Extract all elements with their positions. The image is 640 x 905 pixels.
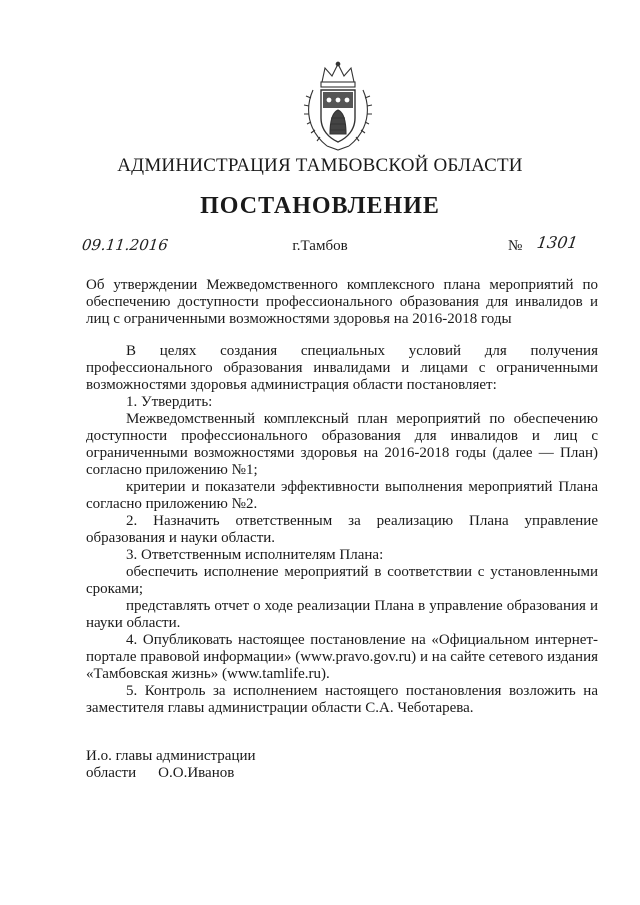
signer-position-cont: области: [86, 765, 137, 781]
signer-name: О.О.Иванов: [158, 765, 235, 781]
body-paragraph: 5. Контроль за исполнением настоящего постановления возложить на заместителя главы администрации области С.А. Чеботарева.: [86, 683, 598, 716]
signer-position: И.о. главы администрации: [86, 748, 256, 764]
document-type-title: ПОСТАНОВЛЕНИЕ: [200, 193, 440, 219]
body-paragraph: обеспечить исполнение мероприятий в соответствии с установленными сроками;: [86, 564, 598, 597]
body-paragraph: представлять отчет о ходе реализации Плана в управление образования и науки области.: [86, 598, 598, 631]
document-body: [86, 343, 598, 717]
body-paragraph: В целях создания специальных условий для получения профессионального образования инвалидами и лицами с ограниченными возможностями здоровья администрация области постановляет:: [86, 343, 598, 393]
document-subject: Об утверждении Межведомственного комплексного плана мероприятий по обеспечению доступности профессионального образования для инвалидов и лиц с ограниченными возможностями здоровья на 2016-2018 годы: [86, 277, 598, 327]
coat-of-arms-emblem: [297, 60, 379, 152]
document-date-handwritten: 09.11.2016: [81, 236, 169, 254]
signature-block: [86, 748, 256, 782]
body-paragraph: 4. Опубликовать настоящее постановление на «Официальном интернет-портале правовой информации» (www.pravo.gov.ru) и на сайте сетевого издания «Тамбовская жизнь» (www.tamlife.ru).: [86, 632, 598, 682]
organization-name: АДМИНИСТРАЦИЯ ТАМБОВСКОЙ ОБЛАСТИ: [117, 155, 523, 176]
document-number-handwritten: 1301: [535, 233, 580, 252]
body-paragraph: 2. Назначить ответственным за реализацию Плана управление образования и науки области.: [86, 513, 598, 546]
body-paragraph: критерии и показатели эффективности выполнения мероприятий Плана согласно приложению №2.: [86, 479, 598, 512]
document-city: г.Тамбов: [292, 238, 348, 254]
body-paragraph: 1. Утвердить:: [126, 394, 213, 410]
document-number-label: №: [508, 238, 523, 254]
body-paragraph: 3. Ответственным исполнителям Плана:: [126, 547, 384, 563]
body-paragraph: Межведомственный комплексный план мероприятий по обеспечению доступности профессионального образования для инвалидов и лиц с ограниченными возможностями здоровья на 2016-2018 годы (далее — План) согласно приложению №1;: [86, 411, 598, 478]
